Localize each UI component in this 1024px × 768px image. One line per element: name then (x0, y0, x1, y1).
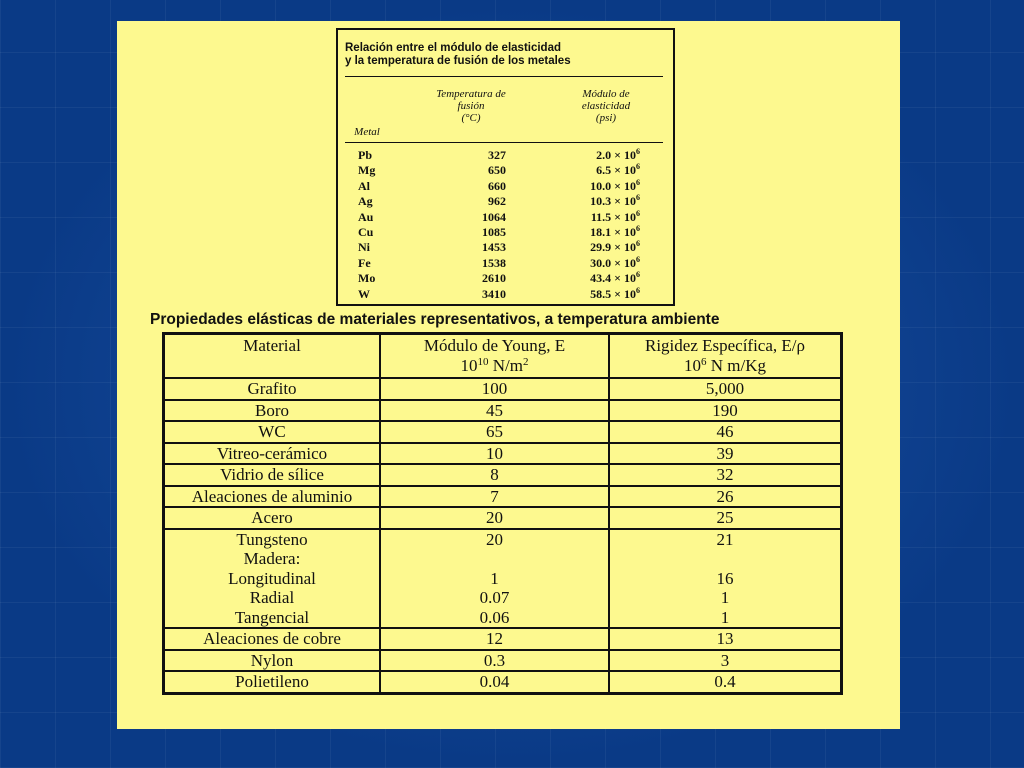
melting-temp: 327 (488, 148, 506, 162)
young-modulus: 100 (381, 379, 610, 399)
material-name: Polietileno (165, 672, 381, 692)
metal-symbol: Fe (358, 255, 371, 270)
metal-symbol: Ag (358, 194, 373, 209)
metal-symbol: Ni (358, 240, 370, 255)
table-row (358, 271, 648, 285)
materials-table (162, 332, 843, 695)
table-row (358, 163, 648, 177)
madera-label: Madera: (243, 549, 301, 568)
melting-temp: 2610 (482, 271, 506, 286)
header-temperature: Temperatura de fusión (°C) (436, 88, 506, 124)
specific-stiffness: 0.4 (714, 672, 736, 691)
specific-stiffness: 13 (716, 629, 734, 648)
material-name: Acero (165, 508, 381, 528)
young-modulus: 12 (381, 629, 610, 649)
header-modulus: Módulo de elasticidad (psi) (581, 88, 631, 124)
material-name: Nylon (165, 651, 381, 671)
materials-rows (165, 379, 840, 549)
specific-stiffness: 26 (716, 486, 734, 506)
specific-stiffness: 32 (716, 465, 734, 484)
elastic-modulus: $58.5 \times 10^6$ (590, 285, 640, 301)
young-modulus: 65 (381, 422, 610, 442)
specific-stiffness: 46 (716, 422, 734, 441)
divider (345, 76, 663, 77)
table-row-madera: Madera: Longitudinal Radial Tangencial 1 0.07 0.06 16 1 1 (165, 549, 840, 629)
elastic-modulus: $2.0 \times 10^6$ (596, 147, 640, 162)
material-name: Vidrio de sílice (165, 465, 381, 485)
table-row (358, 179, 648, 193)
elastic-modulus: $30.0 \times 10^6$ (590, 254, 640, 270)
material-name: Vitreo-cerámico (165, 444, 381, 464)
young-modulus: 20 (381, 530, 610, 550)
materials-rows (165, 629, 840, 692)
table-row (165, 629, 840, 651)
table-row (358, 148, 648, 162)
elastic-modulus: $10.3 \times 10^6$ (590, 193, 640, 209)
melting-temp: 660 (488, 178, 506, 193)
table-row (165, 530, 840, 550)
young-modulus: 8 (381, 465, 610, 485)
melting-temp: 1085 (482, 225, 506, 239)
young-modulus: 7 (381, 487, 610, 507)
header-specific-stiffness: Rigidez Específica, E/ρ $10^6$ N m/Kg (644, 336, 805, 375)
table-row (165, 401, 840, 423)
metals-table-title: Relación entre el módulo de elasticidad y la temperatura de fusión de los metales (345, 42, 571, 67)
header-material: Material (165, 335, 381, 377)
metal-symbol: Mo (358, 271, 376, 286)
elastic-modulus: $11.5 \times 10^6$ (590, 208, 640, 224)
table-row (165, 651, 840, 673)
elastic-modulus: $6.5 \times 10^6$ (596, 162, 640, 178)
table-header-row (165, 335, 840, 379)
material-name: Boro (165, 401, 381, 421)
melting-temp: 1538 (482, 255, 506, 270)
young-modulus: 0.04 (381, 672, 610, 692)
table-row (165, 422, 840, 444)
table-row (358, 256, 648, 270)
table-row (358, 210, 648, 224)
material-name: WC (165, 422, 381, 442)
material-name: Aleaciones de cobre (165, 629, 381, 649)
melting-temp: 1453 (482, 240, 506, 255)
table-row (358, 287, 648, 301)
table-row (358, 240, 648, 254)
specific-stiffness: 39 (716, 443, 734, 463)
materials-table-title: Propiedades elásticas de materiales representativos, a temperatura ambiente (150, 311, 720, 328)
specific-stiffness: 21 (716, 529, 734, 549)
table-row (358, 194, 648, 208)
specific-stiffness: 5,000 (705, 379, 745, 398)
material-name: Tungsteno (165, 530, 381, 550)
specific-stiffness: 190 (712, 400, 738, 420)
header-young-modulus: Módulo de Young, E $10^{10}$ $N/m^2$ (381, 335, 610, 377)
table-row (165, 672, 840, 692)
metals-table (336, 28, 675, 306)
metal-symbol: Pb (358, 148, 373, 162)
young-modulus: 10 (381, 444, 610, 464)
young-modulus: 0.3 (381, 651, 610, 671)
metal-symbol: W (358, 286, 370, 301)
metal-symbol: Mg (358, 163, 376, 178)
elastic-modulus: $10.0 \times 10^6$ (590, 177, 640, 193)
melting-temp: 1064 (482, 209, 506, 224)
melting-temp: 962 (488, 194, 506, 209)
elastic-modulus: $29.9 \times 10^6$ (590, 239, 640, 255)
melting-temp: 3410 (482, 286, 506, 301)
specific-stiffness: 25 (716, 508, 734, 527)
table-row (165, 444, 840, 466)
table-row (165, 487, 840, 509)
metal-symbol: Cu (358, 225, 374, 239)
table-row (165, 508, 840, 530)
elastic-modulus: $18.1 \times 10^6$ (590, 224, 640, 239)
material-name: Aleaciones de aluminio (165, 487, 381, 507)
specific-stiffness: 3 (720, 650, 730, 670)
young-modulus: 45 (381, 401, 610, 421)
metal-symbol: Al (358, 178, 370, 193)
metal-symbol: Au (358, 209, 374, 224)
table-row (165, 379, 840, 401)
elastic-modulus: $43.4 \times 10^6$ (590, 270, 640, 286)
header-metal: Metal (354, 126, 380, 138)
divider (345, 142, 663, 143)
table-row (358, 225, 648, 239)
table-row (165, 465, 840, 487)
material-name: Grafito (165, 379, 381, 399)
young-modulus: 20 (381, 508, 610, 528)
melting-temp: 650 (488, 163, 506, 178)
slide-panel (117, 21, 900, 729)
